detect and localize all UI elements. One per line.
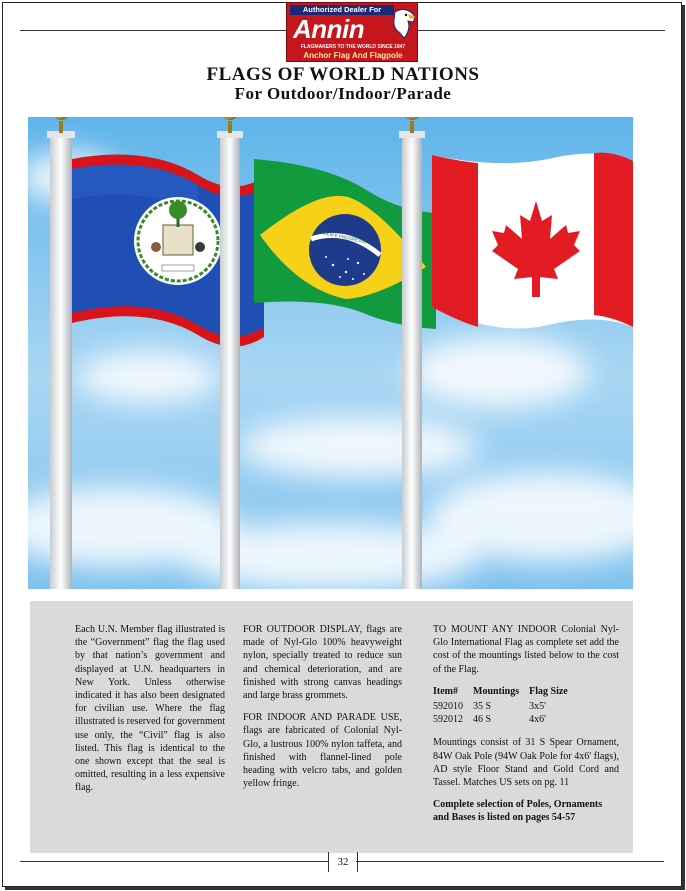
table-header: Mountings — [473, 685, 520, 697]
bottom-rule-left — [20, 861, 328, 862]
table-row — [433, 700, 578, 713]
outdoor-display-text: FOR OUTDOOR DISPLAY, flags are made of Nyl-Glo 100% heavyweight nylon, specially treated to reduce sun and chemical deterioration, and are finished with strong canvas headings and large brass grommets. — [243, 624, 402, 702]
complete-selection-note: Complete selection of Poles, Ornaments and Bases is listed on pages 54-57 — [433, 799, 603, 824]
logo-brand-text: Annin — [293, 14, 365, 44]
column-government-flag — [75, 623, 225, 804]
indoor-parade-text: FOR INDOOR AND PARADE USE, flags are fabricated of Colonial Nyl-Glo, a lustrous 100% nylon taffeta, and finished with flannel-lined pole heading with velcro tabs, and golden yellow fringe. — [243, 712, 402, 790]
mount-indoor-text: TO MOUNT ANY INDOOR Colonial Nyl-Glo International Flag as complete set add the cost of the mountings listed below to the cost of the Flag. — [433, 624, 619, 675]
flags-illustration — [28, 117, 633, 589]
mountings-table — [433, 685, 578, 727]
logo-authorized-text: Authorized Dealer For — [290, 5, 394, 15]
brazil-motto: ORDEM E PROGRESSO — [316, 228, 368, 245]
table-cell: 46 S — [473, 714, 492, 726]
column-mountings — [433, 623, 619, 834]
table-header: Item# — [433, 685, 458, 697]
info-panel — [30, 601, 633, 853]
column-display-use — [243, 623, 402, 799]
annin-logo[interactable] — [286, 2, 418, 62]
table-cell: 4x6' — [529, 714, 546, 726]
government-flag-text: Each U.N. Member flag illustrated is the “Government” flag the flag used by that nation’s government and displayed at U.N. headquarters in New York. Unless otherwise indicated it has also been designated for civilian use. Where the flag illustrated is reserved for government use only, the “Civil” flag is also listed. This flag is identical to the one shown except that the seal is omitted, resulting in a less expensive flag. — [75, 624, 225, 794]
page-number: 32 — [328, 852, 358, 872]
table-cell: 592010 — [433, 701, 463, 713]
table-cell: 35 S — [473, 701, 492, 713]
page-title: FLAGS OF WORLD NATIONS — [206, 64, 480, 85]
bottom-rule-right — [356, 861, 664, 862]
canada-flag — [432, 153, 633, 329]
table-header-row — [433, 685, 578, 700]
table-cell: 592012 — [433, 714, 463, 726]
logo-dealer-name: Anchor Flag And Flagpole — [303, 51, 403, 60]
table-cell: 3x5' — [529, 701, 546, 713]
flags-photo — [28, 117, 633, 589]
logo-tagline: FLAGMAKERS TO THE WORLD SINCE 1847 — [300, 44, 406, 50]
table-header: Flag Size — [529, 685, 568, 697]
page-subtitle: For Outdoor/Indoor/Parade — [234, 84, 452, 103]
eagle-icon — [391, 8, 417, 42]
mountings-description: Mountings consist of 31 S Spear Ornament, 84W Oak Pole (94W Oak Pole for 4x6' flags), AD style Floor Stand and Gold Cord and Tassel. Matches US sets on pg. 11 — [433, 737, 619, 789]
table-row — [433, 713, 578, 726]
